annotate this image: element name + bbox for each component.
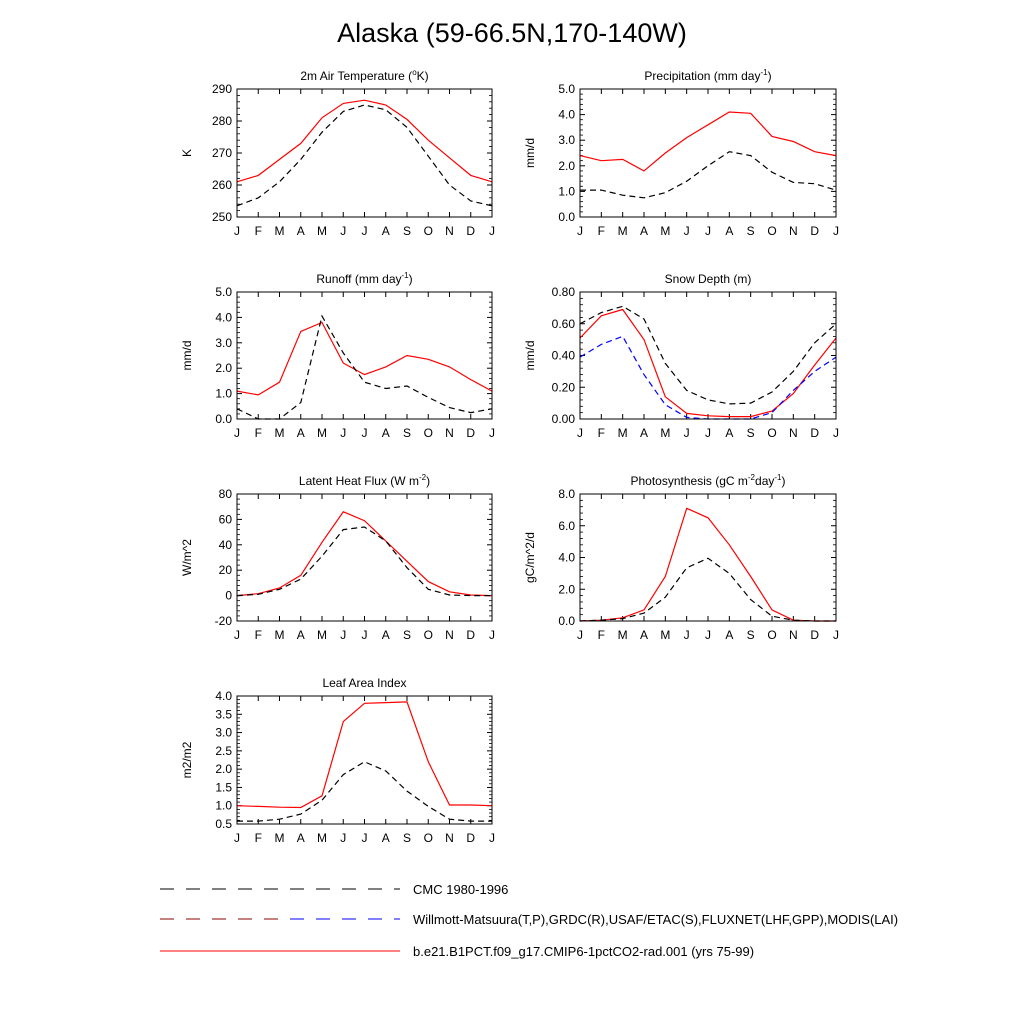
y-tick-label: 270 (211, 146, 232, 160)
y-tick-label: 2.5 (215, 743, 232, 758)
x-tick-label: N (445, 426, 454, 440)
x-tick-label: F (254, 628, 262, 642)
y-tick-label: 2.0 (215, 361, 232, 376)
x-tick-label: F (254, 831, 262, 845)
y-tick-label: 2.0 (558, 158, 575, 173)
y-axis-label: W/m^2 (180, 539, 194, 576)
y-tick-label: 1.5 (215, 780, 232, 795)
panel-1 (180, 68, 495, 238)
x-tick-label: M (617, 224, 628, 238)
x-tick-label: J (683, 628, 690, 642)
page-title: Alaska (59-66.5N,170-140W) (337, 18, 687, 48)
plot-frame (237, 89, 492, 217)
x-tick-label: M (317, 224, 327, 238)
x-tick-label: D (810, 426, 820, 440)
y-tick-label: 250 (211, 210, 232, 224)
panel-6 (523, 473, 839, 642)
y-tick-label: 2.0 (215, 762, 232, 777)
x-tick-label: N (445, 628, 454, 642)
y-tick-label: 1.0 (558, 184, 575, 199)
x-tick-label: J (234, 224, 240, 238)
x-tick-label: A (296, 831, 305, 845)
x-tick-label: M (274, 426, 285, 440)
series-line-model (237, 100, 492, 182)
y-axis-label: mm/d (180, 340, 194, 371)
plot-frame (237, 292, 492, 419)
y-tick-label: 0.0 (558, 210, 575, 224)
x-tick-label: J (683, 426, 690, 440)
x-tick-label: J (833, 628, 839, 642)
y-axis-label: mm/d (523, 138, 537, 168)
x-tick-label: F (597, 224, 606, 238)
panel-5 (180, 473, 495, 642)
legend (160, 882, 898, 959)
y-tick-label: 0 (225, 588, 232, 603)
x-tick-label: D (466, 831, 476, 845)
y-tick-label: 20 (218, 563, 232, 578)
x-tick-label: N (788, 628, 798, 642)
x-tick-label: A (725, 628, 734, 642)
y-tick-label: 4.0 (215, 689, 232, 703)
series-line-obs (580, 558, 836, 621)
x-tick-label: N (788, 426, 798, 440)
series-line-cmc (580, 336, 836, 419)
x-tick-label: M (274, 831, 285, 845)
x-tick-label: O (767, 628, 777, 642)
y-tick-label: 0.20 (551, 380, 575, 395)
x-tick-label: M (317, 831, 327, 845)
x-tick-label: M (274, 628, 285, 642)
x-tick-label: S (402, 224, 412, 238)
y-tick-label: 1.0 (215, 386, 232, 401)
series-line-obs (237, 762, 492, 821)
series-line-obs (580, 306, 836, 404)
y-axis-label: gC/m^2/d (523, 532, 537, 583)
panel-title: Latent Heat Flux (W $m^{-2}$) (298, 473, 431, 488)
x-tick-label: A (381, 628, 390, 642)
x-tick-label: N (445, 224, 454, 238)
x-tick-label: O (423, 831, 433, 845)
x-tick-label: J (833, 224, 839, 238)
x-tick-label: D (466, 628, 476, 642)
x-tick-label: A (725, 426, 734, 440)
series-line-obs (237, 105, 492, 206)
y-tick-label: 2.0 (558, 582, 575, 597)
x-tick-label: O (423, 628, 433, 642)
x-tick-label: J (577, 426, 583, 440)
x-tick-label: S (402, 831, 412, 845)
x-tick-label: J (705, 224, 711, 238)
legend-label: CMC 1980-1996 (413, 882, 509, 897)
x-tick-label: J (234, 831, 240, 845)
panel-title: Precipitation (mm day$^{-1}$) (644, 68, 772, 83)
x-tick-label: S (746, 426, 755, 440)
y-axis-label: K (180, 148, 194, 158)
x-tick-label: O (767, 426, 777, 440)
x-tick-label: A (296, 628, 305, 642)
panel-2 (523, 68, 839, 238)
y-axis-label: m2/m2 (180, 741, 194, 779)
x-tick-label: J (577, 224, 583, 238)
x-tick-label: A (725, 224, 734, 238)
y-tick-label: 280 (211, 114, 232, 128)
x-tick-label: A (639, 426, 649, 440)
series-line-model (237, 512, 492, 596)
x-tick-label: F (254, 224, 262, 238)
x-tick-label: J (361, 628, 368, 642)
x-tick-label: J (705, 628, 711, 642)
x-tick-label: M (660, 224, 671, 238)
x-tick-label: J (361, 224, 368, 238)
x-tick-label: J (833, 426, 839, 440)
panel-7 (180, 676, 495, 845)
plot-frame (580, 494, 836, 621)
x-tick-label: O (767, 224, 777, 238)
x-tick-label: F (597, 426, 606, 440)
x-tick-label: J (489, 831, 495, 845)
y-tick-label: 60 (218, 512, 232, 527)
series-line-model (580, 310, 836, 417)
x-tick-label: M (660, 628, 671, 642)
x-tick-label: D (466, 426, 476, 440)
x-tick-label: J (340, 224, 347, 238)
x-tick-label: J (705, 426, 711, 440)
x-tick-label: N (445, 831, 454, 845)
x-tick-label: F (254, 426, 262, 440)
x-tick-label: D (810, 628, 820, 642)
y-tick-label: 4.0 (558, 107, 575, 122)
x-tick-label: O (423, 224, 433, 238)
panel-3 (180, 271, 495, 440)
x-tick-label: J (361, 426, 368, 440)
series-line-model (580, 508, 836, 621)
plot-frame (580, 89, 836, 217)
x-tick-label: A (381, 426, 390, 440)
x-tick-label: J (577, 628, 583, 642)
y-tick-label: 0.0 (558, 614, 575, 628)
series-line-obs (237, 316, 492, 419)
y-tick-label: -20 (214, 614, 232, 628)
y-tick-label: 260 (211, 178, 232, 192)
x-tick-label: J (683, 224, 690, 238)
y-tick-label: 80 (218, 487, 232, 501)
x-tick-label: J (340, 426, 347, 440)
panel-4 (523, 272, 839, 440)
x-tick-label: J (489, 224, 495, 238)
x-tick-label: J (489, 628, 495, 642)
y-tick-label: 4.0 (558, 550, 575, 565)
y-tick-label: 5.0 (215, 285, 232, 299)
series-line-model (237, 323, 492, 395)
x-tick-label: A (381, 224, 390, 238)
x-tick-label: O (423, 426, 433, 440)
x-tick-label: A (296, 426, 305, 440)
y-tick-label: 0.40 (551, 348, 575, 363)
panel-title: 2m Air Temperature ($^o$K) (300, 68, 429, 83)
panel-title: Photosynthesis (gC $m^{-2}day^{-1}$) (630, 473, 786, 488)
x-tick-label: D (466, 224, 476, 238)
x-tick-label: N (788, 224, 798, 238)
y-tick-label: 6.0 (558, 518, 575, 533)
panel-title: Leaf Area Index (322, 676, 407, 690)
x-tick-label: M (660, 426, 671, 440)
x-tick-label: M (617, 426, 628, 440)
series-line-obs (580, 152, 836, 198)
x-tick-label: S (746, 628, 755, 642)
x-tick-label: M (317, 426, 327, 440)
y-tick-label: 290 (211, 82, 232, 96)
y-tick-label: 40 (218, 537, 232, 552)
y-tick-label: 3.5 (215, 707, 232, 722)
y-tick-label: 0.5 (215, 817, 232, 831)
y-tick-label: 0.00 (551, 412, 575, 426)
y-tick-label: 8.0 (558, 487, 575, 501)
y-tick-label: 5.0 (558, 82, 575, 96)
legend-label: Willmott-Matsuura(T,P),GRDC(R),USAF/ETAC(S),FLUXNET(LHF,GPP),MODIS(LAI) (413, 912, 899, 927)
x-tick-label: J (489, 426, 495, 440)
x-tick-label: J (340, 628, 347, 642)
y-tick-label: 0.0 (215, 412, 232, 426)
legend-label: b.e21.B1PCT.f09_g17.CMIP6-1pctCO2-rad.001 (yrs 75-99) (413, 944, 755, 959)
x-tick-label: M (617, 628, 628, 642)
y-tick-label: 3.0 (558, 133, 575, 148)
y-tick-label: 3.0 (215, 335, 232, 350)
y-axis-label: mm/d (523, 340, 537, 371)
x-tick-label: D (810, 224, 820, 238)
panel-title: Runoff (mm day$^{-1}$) (316, 271, 413, 286)
series-line-model (237, 702, 492, 808)
x-tick-label: M (274, 224, 285, 238)
series-line-model (580, 112, 836, 171)
y-tick-label: 3.0 (215, 725, 232, 740)
x-tick-label: S (746, 224, 755, 238)
series-line-obs (237, 527, 492, 596)
x-tick-label: M (317, 628, 327, 642)
x-tick-label: A (639, 224, 649, 238)
x-tick-label: A (381, 831, 390, 845)
x-tick-label: S (402, 628, 412, 642)
x-tick-label: J (234, 628, 240, 642)
plot-frame (237, 494, 492, 621)
x-tick-label: A (639, 628, 649, 642)
x-tick-label: J (234, 426, 240, 440)
y-tick-label: 4.0 (215, 310, 232, 325)
x-tick-label: S (402, 426, 412, 440)
x-tick-label: F (597, 628, 606, 642)
y-tick-label: 0.60 (551, 316, 575, 331)
y-tick-label: 1.0 (215, 798, 232, 813)
x-tick-label: J (340, 831, 347, 845)
panel-title: Snow Depth (m) (664, 272, 752, 286)
y-tick-label: 0.80 (551, 285, 575, 299)
x-tick-label: A (296, 224, 305, 238)
x-tick-label: J (361, 831, 368, 845)
